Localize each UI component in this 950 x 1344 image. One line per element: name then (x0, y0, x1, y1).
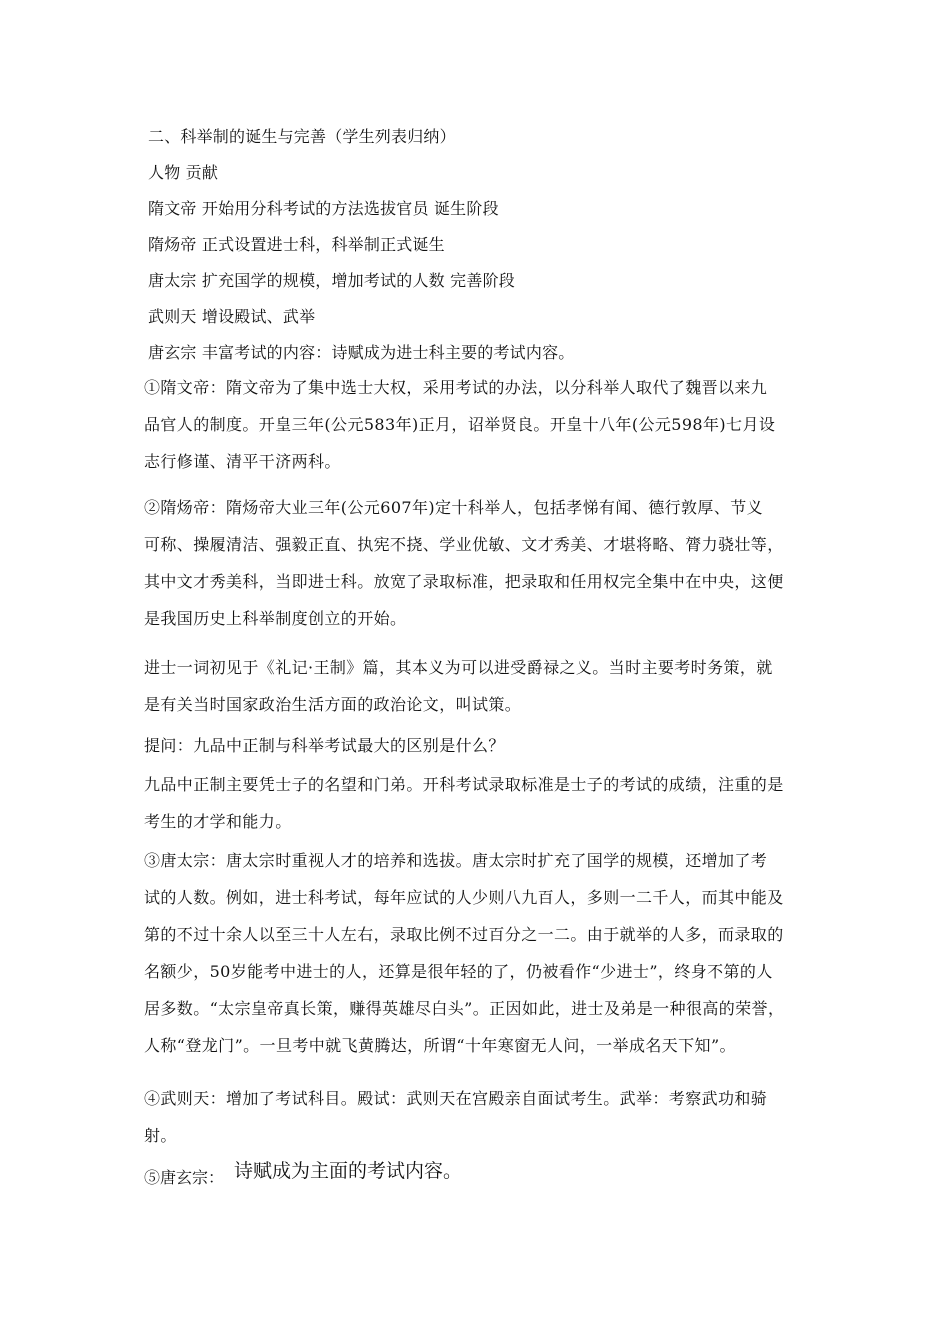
paragraph-question (144, 727, 808, 764)
paragraph-line: 名额少，50岁能考中进士的人，还算是很年轻的了，仍被看作“少进士”，终身不第的人 (144, 962, 773, 981)
paragraph-answer (144, 766, 808, 840)
table-row: 隋炀帝 正式设置进士科，科举制正式诞生 (148, 235, 445, 254)
paragraph-jinshi (144, 649, 808, 723)
paragraph-line: 是有关当时国家政治生活方面的政治论文，叫试策。 (144, 695, 522, 714)
paragraph-line: ②隋炀帝：隋炀帝大业三年(公元607年)定十科举人，包括孝悌有闻、德行敦厚、节义 (144, 498, 764, 517)
paragraph-sui-wendi (144, 369, 808, 480)
paragraph-line: 提问：九品中正制与科举考试最大的区别是什么？ (144, 736, 505, 755)
paragraph-line: ③唐太宗：唐太宗时重视人才的培养和选拔。唐太宗时扩充了国学的规模，还增加了考 (144, 851, 768, 870)
table-row: 隋文帝 开始用分科考试的方法选拔官员 诞生阶段 (148, 199, 499, 218)
paragraph-line: 第的不过十余人以至三十人左右，录取比例不过百分之一二。由于就举的人多，而录取的 (144, 925, 784, 944)
final-text: 诗赋成为主面的考试内容。 (234, 1160, 463, 1182)
paragraph-line: 是我国历史上科举制度创立的开始。 (144, 609, 407, 628)
paragraph-line: 品官人的制度。开皇三年(公元583年)正月，诏举贤良。开皇十八年(公元598年)七月设 (144, 415, 776, 434)
paragraph-line: 九品中正制主要凭士子的名望和门弟。开科考试录取标准是士子的考试的成绩，注重的是 (144, 775, 784, 794)
paragraph-line: 考生的才学和能力。 (144, 812, 292, 831)
table-row: 唐太宗 扩充国学的规模，增加考试的人数 完善阶段 (148, 271, 515, 290)
paragraph-line: 试的人数。例如，进士科考试，每年应试的人少则八九百人，多则一二千人，而其中能及 (144, 888, 784, 907)
table-row: 唐玄宗 丰富考试的内容：诗赋成为进士科主要的考试内容。 (148, 343, 575, 362)
paragraph-sui-yangdi (144, 489, 808, 637)
paragraph-line: 可称、操履清洁、强毅正直、执宪不挠、学业优敏、文才秀美、才堪将略、膂力骁壮等， (144, 535, 784, 554)
paragraph-line: 志行修谨、清平干济两科。 (144, 452, 341, 471)
paragraph-line: ①隋文帝：隋文帝为了集中选士大权，采用考试的办法，以分科举人取代了魏晋以来九 (144, 378, 768, 397)
section-title: 二、科举制的诞生与完善（学生列表归纳） (148, 127, 456, 146)
final-label: ⑤唐玄宗： (144, 1168, 225, 1187)
paragraph-line: 人称“登龙门”。一旦考中就飞黄腾达，所谓“十年寒窗无人问，一举成名天下知”。 (144, 1036, 736, 1055)
paragraph-line: ④武则天：增加了考试科目。殿试：武则天在宫殿亲自面试考生。武举：考察武功和骑 (144, 1089, 768, 1108)
paragraph-line: 居多数。“太宗皇帝真长策，赚得英雄尽白头”。正因如此，进士及弟是一种很高的荣誉， (144, 999, 785, 1018)
table-header-row: 人物 贡献 (148, 163, 219, 182)
table-row: 武则天 增设殿试、武举 (148, 307, 316, 326)
paragraph-line: 进士一词初见于《礼记·王制》篇，其本义为可以进受爵禄之义。当时主要考时务策，就 (144, 658, 773, 677)
paragraph-wu-zetian (144, 1080, 808, 1154)
paragraph-tang-taizong (144, 842, 808, 1064)
paragraph-line: 其中文才秀美科，当即进士科。放宽了录取标准，把录取和任用权完全集中在中央，这便 (144, 572, 784, 591)
paragraph-tang-xuanzong (144, 1160, 463, 1191)
paragraph-line: 射。 (144, 1126, 177, 1145)
